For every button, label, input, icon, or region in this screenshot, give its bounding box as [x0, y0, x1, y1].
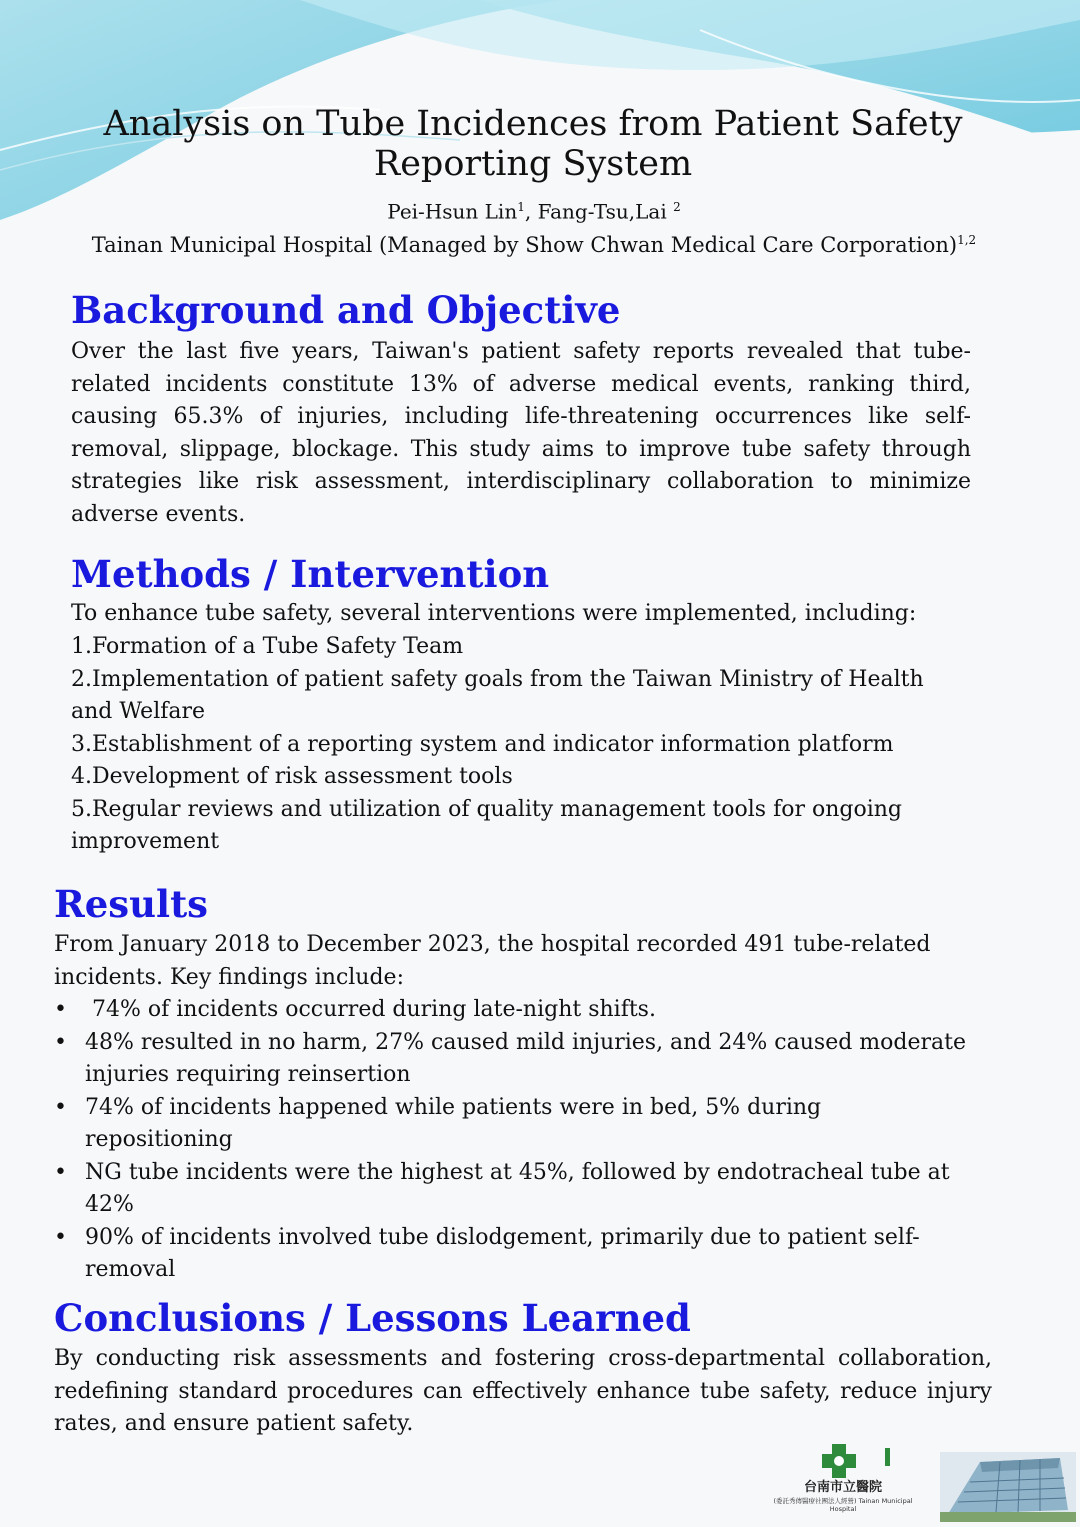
results-heading: Results	[54, 882, 208, 926]
methods-heading: Methods / Intervention	[71, 552, 550, 596]
author-1-affiliation-marker: 1	[517, 200, 525, 214]
bullet-marker: •	[54, 997, 67, 1022]
results-item	[54, 1092, 1014, 1157]
methods-item: 2.Implementation of patient safety goals from the Taiwan Ministry of Health and Welfare	[71, 666, 924, 724]
results-item-text: 74% of incidents occurred during late-night shifts.	[85, 997, 656, 1022]
results-item-text: 90% of incidents involved tube dislodgement, primarily due to patient self-removal	[85, 1224, 920, 1282]
affiliation-marker: 1,2	[957, 233, 977, 247]
conclusions-text: By conducting risk assessments and fostering cross-departmental collaboration, redefining standard procedures can effectively enhance tube safety, reduce injury rates, and ensure patient safety.	[54, 1346, 992, 1436]
author-2: Fang-Tsu,Lai	[537, 199, 667, 224]
results-item	[54, 1157, 1014, 1222]
hospital-logo	[762, 1442, 924, 1520]
bullet-marker: •	[54, 1094, 67, 1120]
background-heading: Background and Objective	[71, 288, 621, 332]
author-2-affiliation-marker: 2	[673, 200, 681, 214]
methods-item: 3.Establishment of a reporting system and indicator information platform	[71, 731, 894, 757]
methods-item: 1.Formation of a Tube Safety Team	[71, 634, 464, 659]
bullet-marker: •	[54, 1224, 67, 1250]
results-intro: From January 2018 to December 2023, the hospital recorded 491 tube-related incidents. Key findings include:	[54, 932, 931, 990]
poster-title: Analysis on Tube Incidences from Patient Safety Reporting System	[103, 104, 963, 184]
methods-item: 5.Regular reviews and utilization of quality management tools for ongoing improvement	[71, 796, 903, 854]
affiliation-line	[0, 226, 1068, 259]
bullet-marker: •	[54, 1029, 67, 1055]
affiliation: Tainan Municipal Hospital (Managed by Show Chwan Medical Care Corporation)	[91, 233, 958, 257]
methods-item: 4.Development of risk assessment tools	[71, 764, 513, 789]
results-list	[54, 994, 1014, 1287]
results-item	[54, 1027, 1014, 1092]
results-item-text: 74% of incidents happened while patients were in bed, 5% during repositioning	[85, 1094, 822, 1152]
methods-intro: To enhance tube safety, several interventions were implemented, including:	[71, 601, 917, 626]
logo-text: 台南市立醫院	[803, 1480, 882, 1495]
methods-list	[71, 631, 971, 859]
results-item	[54, 1222, 1014, 1287]
hospital-building-image	[940, 1452, 1076, 1522]
hospital-cross-icon	[762, 1442, 924, 1480]
conclusions-heading: Conclusions / Lessons Learned	[54, 1296, 691, 1340]
logo-subtext: (委託秀傳醫療社團法人經營) Tainan Municipal Hospital	[773, 1497, 913, 1513]
bullet-marker: •	[54, 1159, 67, 1185]
results-item-text: 48% resulted in no harm, 27% caused mild injuries, and 24% caused moderate injuries requiring reinsertion	[85, 1029, 966, 1087]
author-line: Pei-Hsun Lin$^1$, Fang-Tsu,Lai $^2$	[387, 199, 681, 224]
author-1: Pei-Hsun Lin	[387, 199, 518, 224]
results-item-text: NG tube incidents were the highest at 45%, followed by endotracheal tube at 42%	[85, 1159, 950, 1217]
results-item	[54, 994, 1014, 1027]
background-text: Over the last five years, Taiwan's patient safety reports revealed that tube-related incidents constitute 13% of adverse medical events, ranking third, causing 65.3% of injuries, including life-threatening occurrences like self-removal, slippage, blockage. This study aims to improve tube safety through strategies like risk assessment, interdisciplinary collaboration to minimize adverse events.	[71, 339, 971, 527]
